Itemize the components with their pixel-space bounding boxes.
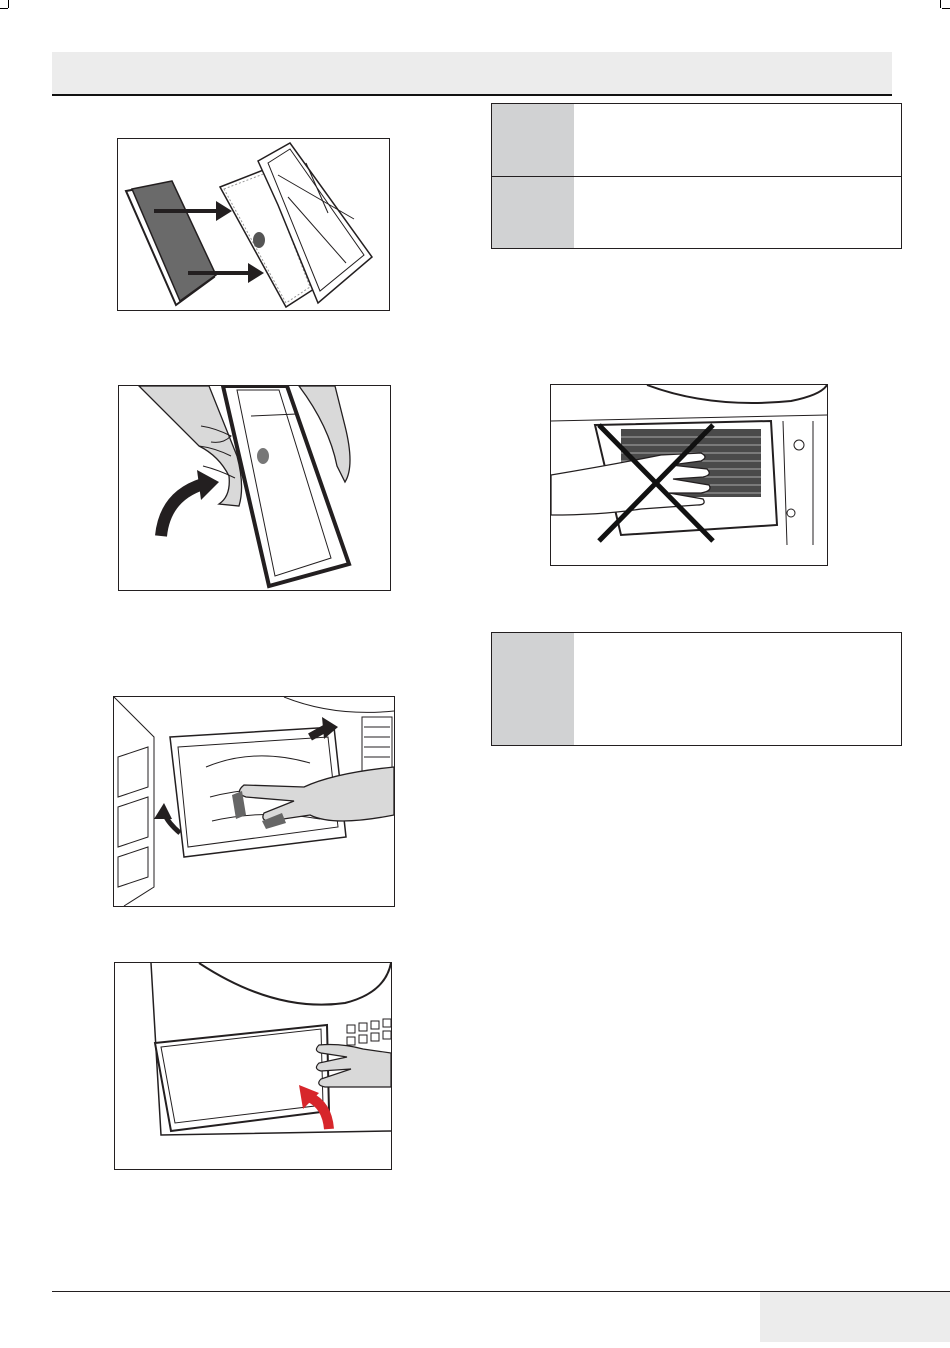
crossed-out-hand-icon [551, 385, 827, 565]
note-side-panel [492, 177, 574, 248]
crop-mark-top-left-v [8, 0, 9, 8]
hand-curved-arrow-icon [119, 386, 390, 590]
note-row [492, 633, 901, 745]
note-box-top [491, 103, 902, 249]
hand-red-arrow-icon [115, 963, 391, 1169]
figure-filter-insert [117, 138, 390, 311]
figure-no-hand-cleaning [550, 384, 828, 566]
figure-evaporator-levers [113, 696, 395, 907]
crop-mark-top-left-h [0, 8, 8, 9]
page-header [52, 52, 892, 96]
note-text [574, 177, 901, 248]
note-side-panel [492, 104, 574, 176]
note-side-panel [492, 633, 574, 745]
note-row [492, 176, 901, 248]
crop-mark-top-right-v [940, 0, 941, 8]
figure-filter-remove [118, 385, 391, 591]
note-box-bottom [491, 632, 902, 746]
figure-cover-close [114, 962, 392, 1170]
filter-pad-arrows-icon [118, 139, 389, 310]
hand-levers-icon [114, 697, 394, 906]
note-row [492, 104, 901, 176]
crop-mark-top-right-h [942, 8, 950, 9]
page-number-tab [760, 1292, 950, 1342]
note-text [574, 104, 901, 176]
note-text [574, 633, 901, 745]
